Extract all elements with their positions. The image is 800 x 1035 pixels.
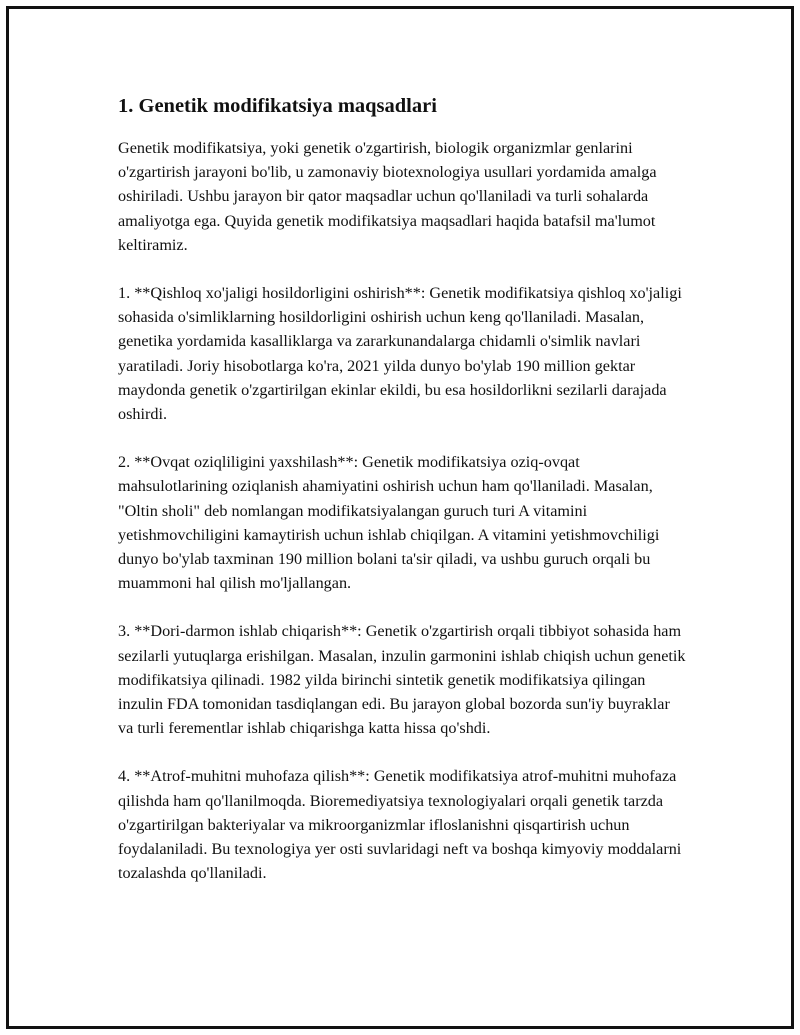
paragraph-medicine: 3. **Dori-darmon ishlab chiqarish**: Genetik o'zgartirish orqali tibbiyot sohasida ham sezilarli yutuqlarga erishilgan. Masalan, inzulin garmonini ishlab chiqish uchun genetik modifikatsiya qilinadi. 1982 yilda birinchi sintetik genetik modifikatsiya qilingan inzulin FDA tomonidan tasdiqlangan edi. Bu jarayon global bozorda sun'iy buyraklar va turli ferementlar ishlab chiqarishga katta hissa qo'shdi. <box>118 622 686 738</box>
paragraph-environment: 4. **Atrof-muhitni muhofaza qilish**: Genetik modifikatsiya atrof-muhitni muhofaza qilishda ham qo'llanilmoqda. Bioremediyatsiya texnologiyalari orqali genetik tarzda o'zgartirilgan bakteriyalar va mikroorganizmlar ifloslanishni qisqartirish uchun foydalaniladi. Bu texnologiya yer osti suvlaridagi neft va boshqa kimyoviy moddalarni tozalashda qo'llaniladi. <box>118 767 682 883</box>
intro-paragraph: Genetik modifikatsiya, yoki genetik o'zgartirish, biologik organizmlar genlarini o'zgartirish jarayoni bo'lib, u zamonaviy biotexnologiya usullari yordamida amalga oshiriladi. Ushbu jarayon bir qator maqsadlar uchun qo'llaniladi va turli sohalarda amaliyotga ega. Quyida genetik modifikatsiya maqsadlari haqida batafsil ma'lumot keltiramiz. <box>118 139 657 254</box>
document-title: 1. Genetik modifikatsiya maqsadlari <box>118 95 437 117</box>
document-body <box>118 92 688 909</box>
paragraph-agriculture: 1. **Qishloq xo'jaligi hosildorligini oshirish**: Genetik modifikatsiya qishloq xo'jaligi sohasida o'simliklarning hosildorligini oshirish uchun keng qo'llaniladi. Masalan, genetika yordamida kasalliklarga va zararkunandalarga chidamli o'simlik navlari yaratiladi. Joriy hisobotlarga ko'ra, 2021 yilda dunyo bo'ylab 190 million gektar maydonda genetik o'zgartirilgan ekinlar ekildi, bu esa hosildorlikni sezilarli darajada oshirdi. <box>118 284 682 424</box>
paragraph-nutrition: 2. **Ovqat oziqliligini yaxshilash**: Genetik modifikatsiya oziq-ovqat mahsulotlarining oziqlanish ahamiyatini oshirish uchun ham qo'llaniladi. Masalan, "Oltin sholi" deb nomlangan modifikatsiyalangan guruch turi A vitamini yetishmovchiligini kamaytirish uchun ishlab chiqilgan. A vitamini yetishmovchiligi dunyo bo'ylab taxminan 190 million bolani ta'sir qiladi, va ushbu guruch orqali bu muammoni hal qilish mo'ljallangan. <box>118 453 660 593</box>
